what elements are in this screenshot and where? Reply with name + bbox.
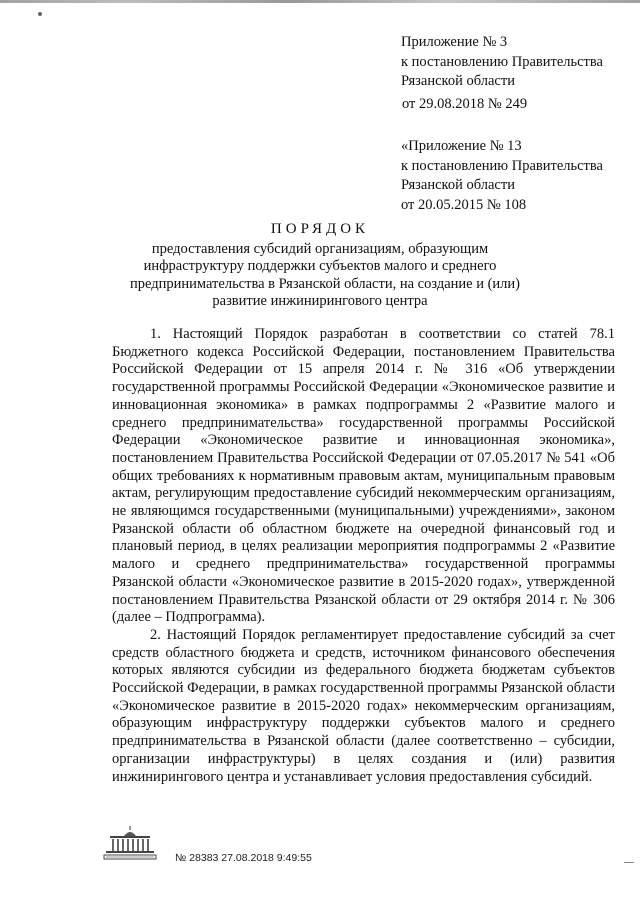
annex-original-line3: Рязанской области bbox=[401, 177, 515, 193]
document-title bbox=[130, 221, 521, 311]
title-sub-line: предоставления субсидий организациям, образующим bbox=[151, 240, 489, 257]
annex-original-header bbox=[401, 137, 631, 215]
annex-current-header bbox=[401, 33, 631, 92]
government-building-emblem-icon bbox=[102, 826, 158, 860]
registration-stamp: № 28383 27.08.2018 9:49:55 bbox=[175, 852, 312, 864]
title-sub-line: развитие инжинирингового центра bbox=[212, 293, 428, 310]
title-main: ПОРЯДОК bbox=[270, 221, 370, 237]
paragraph-2: 2. Настоящий Порядок регламентирует предоставление субсидий за счет средств областного бюджета и средств, источником финансового обеспечения которых являются субсидии из федерального бюджета бюджетам субъектов Российской Федерации, в рамках государственной программы Рязанской области «Экономическое развитие в 2015-2020 годах» некоммерческим организациям, образующим инфраструктуру поддержки субъектов малого и среднего предпринимательства в Рязанской области (далее соответственно – субсидии, организации инфраструктуры) в целях создания и (или) развития инжинирингового центра и устанавливает условия предоставления субсидий. bbox=[112, 626, 615, 785]
annex-current-line1: Приложение № 3 bbox=[401, 34, 508, 50]
scan-dot-mark bbox=[38, 12, 42, 16]
annex-current-date: от 29.08.2018 № 249 bbox=[402, 96, 528, 112]
annex-original-line1: «Приложение № 13 bbox=[401, 138, 522, 154]
title-subtitle bbox=[130, 240, 521, 311]
annex-current-line3: Рязанской области bbox=[401, 73, 515, 89]
scan-top-edge bbox=[0, 0, 640, 3]
annex-original-line4: от 20.05.2015 № 108 bbox=[401, 196, 527, 213]
document-body bbox=[112, 326, 615, 786]
title-sub-line: инфраструктуру поддержки субъектов малого и среднего bbox=[143, 258, 497, 275]
annex-original-line2: к постановлению Правительства bbox=[401, 157, 603, 174]
annex-current-line2: к постановлению Правительства bbox=[401, 53, 603, 70]
paragraph-1: 1. Настоящий Порядок разработан в соответствии со статей 78.1 Бюджетного кодекса Российской Федерации, постановлением Правительства Российской Федерации от 15 апреля 2014 г. № 316 «Об утверждении государственной программы Российской Федерации «Экономическое развитие и инновационная экономика» в рамках подпрограммы 2 «Развитие малого и среднего предпринимательства» государственной программы Российской Федерации «Экономическое развитие и инновационная экономика», постановлением Правительства Российской Федерации от 07.05.2017 № 541 «Об общих требованиях к нормативным правовым актам, муниципальным правовым актам, регулирующим предоставление субсидий некоммерческим организациям, не являющимся государственными (муниципальными) учреждениями», законом Рязанской области об областном бюджете на очередной финансовый год и плановый период, в целях реализации мероприятия подпрограммы 2 «Развитие малого и среднего предпринимательства» государственной программы Рязанской области «Экономическое развитие в 2015-2020 годах», утвержденной постановлением Правительства Рязанской области от 29 октября 2014 г. № 306 (далее – Подпрограмма). bbox=[112, 326, 615, 626]
title-sub-line: предпринимательства в Рязанской области, на создание и (или) bbox=[130, 275, 521, 292]
scan-side-mark bbox=[624, 862, 634, 863]
